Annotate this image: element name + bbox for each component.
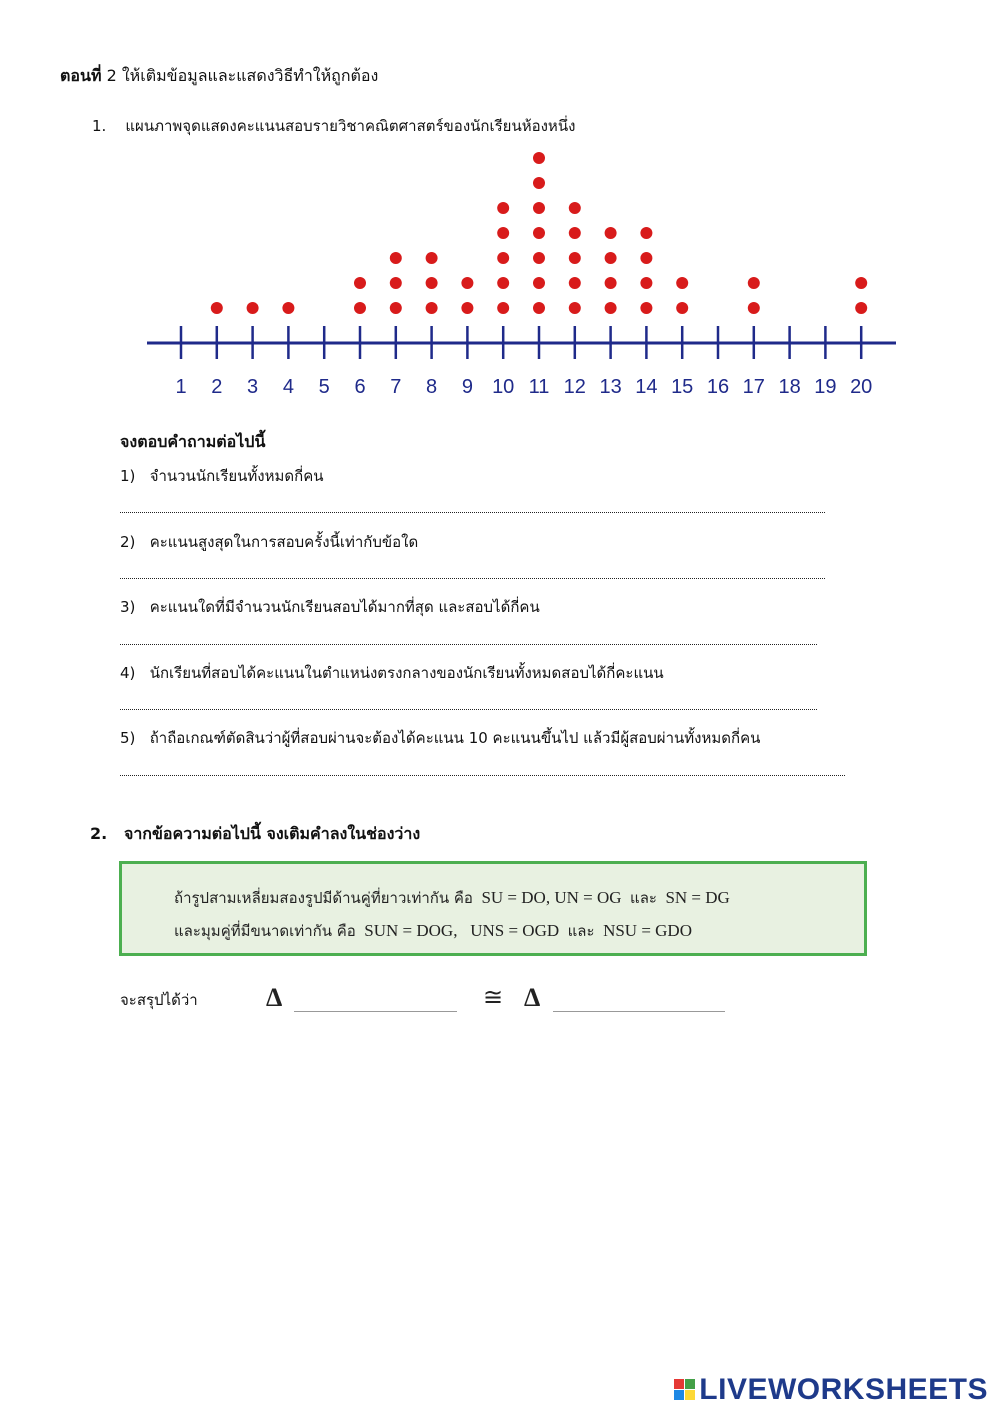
- data-dot: [533, 152, 545, 164]
- tick-label: 4: [282, 376, 294, 398]
- tick-label: 2: [211, 376, 223, 398]
- triangle-symbol-1: Δ: [266, 983, 283, 1012]
- data-dot: [354, 277, 366, 289]
- given-angles-text: และมุมคู่ที่มีขนาดเท่ากัน คือ: [174, 922, 356, 940]
- tick-label: 6: [354, 376, 366, 398]
- data-dot: [390, 252, 402, 264]
- sub-question-text: คะแนนสูงสุดในการสอบครั้งนี้เท่ากับข้อใด: [149, 533, 419, 551]
- tick-label: 7: [390, 376, 402, 398]
- tick-label: 1: [175, 376, 187, 398]
- sub-question-number: 5): [120, 729, 136, 747]
- sub-question-number: 2): [120, 533, 136, 551]
- given-info-box: [119, 861, 867, 956]
- data-dot: [605, 252, 617, 264]
- sides-equal-1: SU = DO, UN = OG: [481, 888, 622, 907]
- triangle-2-blank[interactable]: [553, 1011, 725, 1012]
- and-word: และ: [630, 889, 657, 907]
- given-sides-line: [174, 886, 730, 910]
- data-dot: [211, 302, 223, 314]
- sub-question-number: 3): [120, 598, 136, 616]
- congruent-symbol: ≅: [483, 983, 504, 1011]
- tick-label: 18: [778, 376, 801, 398]
- data-dot: [497, 227, 509, 239]
- data-dot: [533, 252, 545, 264]
- logo-text: LIVEWORKSHEETS: [699, 1373, 988, 1406]
- triangle-symbol-2: Δ: [524, 983, 541, 1012]
- angle-equal-1: SUN = DOG,: [364, 921, 458, 940]
- data-dot: [354, 302, 366, 314]
- tick-label: 12: [563, 376, 586, 398]
- sub-question-number: 4): [120, 664, 136, 682]
- sub-question-1: [120, 464, 324, 488]
- question-2-text: จากข้อความต่อไปนี้ จงเติมคำลงในช่องว่าง: [123, 824, 421, 843]
- data-dot: [497, 202, 509, 214]
- data-dot: [640, 277, 652, 289]
- data-dot: [533, 302, 545, 314]
- triangle-1-blank[interactable]: [294, 1011, 457, 1012]
- given-sides-text: ถ้ารูปสามเหลี่ยมสองรูปมีด้านคู่ที่ยาวเท่ากัน คือ: [174, 889, 473, 907]
- data-dot: [569, 202, 581, 214]
- question-1-title: [92, 114, 575, 138]
- data-dot: [426, 252, 438, 264]
- data-dot: [748, 302, 760, 314]
- data-dot: [605, 277, 617, 289]
- data-dot: [533, 177, 545, 189]
- data-dot: [855, 302, 867, 314]
- tick-label: 3: [247, 376, 259, 398]
- data-dot: [640, 252, 652, 264]
- sub-question-text: จำนวนนักเรียนทั้งหมดกี่คน: [149, 467, 324, 485]
- data-dot: [497, 277, 509, 289]
- tick-label: 13: [599, 376, 622, 398]
- sides-equal-2: SN = DG: [665, 888, 730, 907]
- data-dot: [676, 277, 688, 289]
- tick-label: 16: [706, 376, 730, 398]
- tick-label: 11: [528, 376, 550, 398]
- data-dot: [533, 277, 545, 289]
- sub-question-text: นักเรียนที่สอบได้คะแนนในตำแหน่งตรงกลางของนักเรียนทั้งหมดสอบได้กี่คะแนน: [149, 664, 664, 682]
- data-dot: [390, 302, 402, 314]
- part-label: ตอนที่: [60, 66, 102, 85]
- data-dot: [605, 302, 617, 314]
- tick-label: 5: [318, 376, 330, 398]
- tick-label: 8: [426, 376, 438, 398]
- question-1-text: แผนภาพจุดแสดงคะแนนสอบรายวิชาคณิตศาสตร์ของนักเรียนห้องหนึ่ง: [125, 117, 576, 135]
- liveworksheets-logo: [674, 1373, 988, 1407]
- answer-line-2[interactable]: [120, 578, 825, 579]
- data-dot: [282, 302, 294, 314]
- data-dot: [569, 252, 581, 264]
- data-dot: [640, 227, 652, 239]
- part-number: 2: [106, 66, 117, 85]
- data-dot: [533, 227, 545, 239]
- and-word: และ: [567, 922, 595, 940]
- angle-equal-2: UNS = OGD: [470, 921, 560, 940]
- tick-label: 14: [635, 376, 658, 398]
- tick-label: 10: [492, 376, 515, 398]
- sub-question-4: [120, 661, 664, 685]
- sub-question-2: [120, 530, 418, 554]
- data-dot: [426, 302, 438, 314]
- sub-question-3: [120, 595, 540, 619]
- data-dot: [390, 277, 402, 289]
- data-dot: [461, 277, 473, 289]
- data-dot: [533, 202, 545, 214]
- data-dot: [426, 277, 438, 289]
- angle-equal-3: NSU = GDO: [603, 921, 692, 940]
- answer-line-3[interactable]: [120, 644, 817, 645]
- logo-icon: [674, 1379, 696, 1401]
- data-dot: [676, 302, 688, 314]
- data-dot: [247, 302, 259, 314]
- given-angles-line: [174, 919, 692, 943]
- data-dot: [605, 227, 617, 239]
- sub-question-text: คะแนนใดที่มีจำนวนนักเรียนสอบได้มากที่สุด และสอบได้กี่คน: [149, 598, 540, 616]
- data-dot: [855, 277, 867, 289]
- part-instruction: ให้เติมข้อมูลและแสดงวิธีทำให้ถูกต้อง: [121, 66, 379, 85]
- data-dot: [640, 302, 652, 314]
- data-dot: [461, 302, 473, 314]
- sub-question-number: 1): [120, 467, 136, 485]
- tick-label: 17: [742, 376, 765, 398]
- question-2-number: 2.: [90, 824, 108, 843]
- data-dot: [497, 252, 509, 264]
- answer-instruction: จงตอบคำถามต่อไปนี้: [120, 432, 266, 451]
- conclusion-label: จะสรุปได้ว่า: [120, 991, 198, 1009]
- tick-label: 19: [814, 376, 837, 398]
- data-dot: [748, 277, 760, 289]
- tick-label: 20: [850, 376, 873, 398]
- data-dot: [497, 302, 509, 314]
- answer-line-1[interactable]: [120, 512, 825, 513]
- tick-label: 9: [461, 376, 473, 398]
- part-heading: [60, 64, 378, 89]
- data-dot: [569, 227, 581, 239]
- data-dot: [569, 277, 581, 289]
- answer-line-5[interactable]: [120, 775, 845, 776]
- answer-line-4[interactable]: [120, 709, 817, 710]
- sub-question-text: ถ้าถือเกณฑ์ตัดสินว่าผู้ที่สอบผ่านจะต้องได้คะแนน 10 คะแนนขึ้นไป แล้วมีผู้สอบผ่านทั้งหมดกี่คน: [149, 729, 761, 747]
- question-1-number: 1.: [92, 117, 107, 135]
- dot-plot-chart: [140, 140, 900, 405]
- tick-label: 15: [671, 376, 694, 398]
- sub-question-5: [120, 726, 760, 750]
- data-dot: [569, 302, 581, 314]
- question-2-title: [90, 822, 420, 847]
